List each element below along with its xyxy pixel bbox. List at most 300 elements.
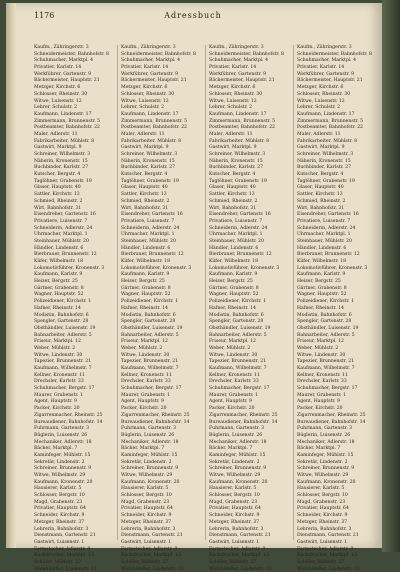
directory-entry: Fabrikarbeiter, Mühlstr. 8 bbox=[34, 138, 95, 144]
directory-entry: Kaufmann, Lindenstr. 17 bbox=[34, 111, 92, 117]
directory-entry: Küfer, Wilhelmstr. 18 bbox=[34, 259, 84, 264]
directory-entry: Bahnarbeiter, Adlerstr. 5 bbox=[209, 332, 267, 338]
directory-entry: Schmied, Rheinstr. 2 bbox=[34, 198, 83, 204]
directory-entry: Postbeamter, Bahnhofstr. 22 bbox=[297, 125, 363, 131]
directory-entry: Tapezier, Brunnenstr. 21 bbox=[121, 359, 179, 365]
directory-entry: Schlosser, Bergstr. 10 bbox=[121, 493, 172, 499]
directory-entry: Bäckermeister, Hauptstr. 21 bbox=[34, 78, 100, 84]
directory-page bbox=[6, 3, 382, 572]
directory-entry: Hafner, Rheinstr. 14 bbox=[297, 305, 344, 311]
directory-entry: Buchbinder, Karlstr. 27 bbox=[34, 165, 88, 171]
directory-entry: Näherin, Kronenstr. 15 bbox=[121, 158, 175, 164]
directory-entry: Kaminfeger, Mühlstr. 15 bbox=[209, 452, 266, 458]
directory-entry: Bäckermeister, Hauptstr. 21 bbox=[297, 78, 363, 84]
directory-entry: Schneiderin, Adlerstr. 24 bbox=[121, 225, 180, 231]
directory-entry: Buchbinder, Karlstr. 27 bbox=[209, 165, 263, 171]
directory-entry: Schreiner, Brunnenstr. 9 bbox=[297, 466, 355, 472]
directory-entry: Schneidermeister, Bahnhofstr. 8 bbox=[121, 51, 196, 57]
directory-entry: Drechsler, Karlstr. 33 bbox=[121, 379, 171, 385]
directory-entry: Schneider, Kirchstr. 9 bbox=[297, 513, 348, 519]
directory-entry: Witwe, Lindenstr. 30 bbox=[121, 352, 170, 358]
directory-entry: Uhrmacher, Marktpl. 1 bbox=[209, 232, 263, 238]
directory-entry: Schmied, Rheinstr. 2 bbox=[209, 198, 258, 204]
directory-entry: Steinhauer, Mühlstr. 20 bbox=[297, 238, 352, 244]
directory-entry: Büglerin, Luisenstr. 26 bbox=[209, 432, 263, 438]
directory-entry: Lehrerin, Bahnhofstr. 3 bbox=[209, 526, 264, 532]
directory-entry: Fuhrmann, Gartenstr. 3 bbox=[297, 426, 353, 432]
directory-entry: Buchdrucker, Marktpl. 15 bbox=[297, 553, 358, 559]
directory-entry: Uhrmacher, Marktpl. 1 bbox=[121, 232, 175, 238]
page-header bbox=[34, 11, 352, 25]
directory-entry: Schuhmacher, Marktpl. 4 bbox=[209, 58, 269, 64]
directory-entry: Kaufmann, Wilhelmstr. 7 bbox=[34, 366, 92, 371]
page-gutter-shadow bbox=[6, 3, 16, 548]
directory-entry: Gärtner, Grabenstr. 8 bbox=[297, 285, 347, 291]
directory-entry: Metzger, Rheinstr. 37 bbox=[121, 519, 172, 525]
directory-entry: Schneider, Kirchstr. 9 bbox=[121, 513, 172, 519]
directory-entry: Schuhmacher, Marktpl. 4 bbox=[121, 58, 181, 64]
column-rule bbox=[117, 45, 118, 540]
directory-entry: Bahnarbeiter, Adlerstr. 5 bbox=[34, 332, 92, 338]
directory-entry: Privatier, Karlstr. 14 bbox=[34, 65, 82, 71]
directory-entry: Lehrer, Schulstr. 2 bbox=[297, 105, 341, 111]
directory-entry: Bureaudiener, Bahnhofstr. 14 bbox=[209, 419, 278, 425]
directory-entry: Bierbrauer, Brunnenstr. 12 bbox=[297, 252, 360, 258]
directory-entry: Bureaudiener, Bahnhofstr. 14 bbox=[34, 419, 103, 425]
directory-entry: Händler, Lindenstr. 6 bbox=[297, 245, 347, 251]
directory-entry: Privatiere, Luisenstr. 7 bbox=[121, 218, 175, 224]
directory-entry: Taglöhner, Grabenstr. 19 bbox=[297, 178, 355, 184]
directory-entry: Wirt, Bahnhofstr. 31 bbox=[34, 205, 82, 211]
directory-entry: Witwe, Wilhelmstr. 29 bbox=[121, 473, 173, 478]
directory-entry: Witwe, Lindenstr. 30 bbox=[297, 352, 346, 358]
directory-entry: Werkführer, Gartenstr. 9 bbox=[34, 71, 92, 77]
directory-entry: Steinhauer, Mühlstr. 20 bbox=[121, 238, 176, 244]
directory-entry: Heizer, Bergstr. 25 bbox=[297, 279, 341, 285]
directory-entry: Weinhändler, Lindenstr. 13 bbox=[121, 566, 184, 572]
directory-entry: Steinhauer, Mühlstr. 20 bbox=[34, 238, 89, 244]
directory-entry: Gastwirt, Marktpl. 9 bbox=[121, 145, 169, 151]
directory-entry: Privatiere, Luisenstr. 7 bbox=[209, 218, 263, 224]
directory-entry: Schuhmacher, Bergstr. 17 bbox=[121, 386, 182, 392]
directory-entry: Händler, Lindenstr. 6 bbox=[121, 245, 171, 251]
directory-entry: Fuhrmann, Gartenstr. 3 bbox=[209, 426, 265, 432]
directory-entry: Schäfer, Mühlstr. 27 bbox=[121, 559, 169, 565]
directory-entry: Schneidermeister, Bahnhofstr. 8 bbox=[34, 51, 109, 57]
directory-entry: Polizeidiener, Kirchstr. 1 bbox=[209, 299, 266, 305]
directory-entry: Werkführer, Gartenstr. 9 bbox=[297, 71, 355, 77]
directory-entry: Schreiner, Brunnenstr. 9 bbox=[34, 466, 92, 472]
directory-entry: Magd, Grabenstr. 23 bbox=[121, 499, 170, 505]
directory-entry: Kellner, Kronenstr. 11 bbox=[209, 372, 260, 378]
directory-entry: Polizeidiener, Kirchstr. 1 bbox=[34, 299, 91, 305]
directory-entry: Gastwirt, Luisenstr. 1 bbox=[209, 539, 260, 545]
directory-entry: Friseur, Marktpl. 12 bbox=[34, 339, 81, 345]
directory-entry: Lehrerin, Bahnhofstr. 3 bbox=[121, 526, 176, 532]
directory-entry: Dienstmann, Gartenstr. 21 bbox=[34, 533, 96, 539]
directory-entry: Obsthändler, Luisenstr. 19 bbox=[297, 325, 359, 331]
directory-entry: Bäcker, Marktpl. 7 bbox=[34, 446, 78, 452]
directory-entry: Eisendreher, Gartenstr. 16 bbox=[209, 212, 271, 218]
directory-entry: Metzger, Rheinstr. 37 bbox=[209, 519, 260, 525]
directory-entry: Fabrikarbeiter, Mühlstr. 8 bbox=[297, 138, 358, 144]
directory-entry: Gastwirt, Marktpl. 9 bbox=[297, 145, 345, 151]
directory-entry: Postbeamter, Bahnhofstr. 22 bbox=[121, 125, 187, 131]
directory-entry: Witwe, Lindenstr. 30 bbox=[209, 352, 258, 358]
directory-entry: Kaufmann, Kronenstr. 20 bbox=[297, 479, 356, 485]
directory-entry: Agent, Hauptstr. 9 bbox=[34, 399, 77, 405]
directory-entry: Hausierer, Karlstr. 5 bbox=[34, 486, 82, 492]
directory-entry: Weinhändler, Lindenstr. 13 bbox=[209, 566, 272, 572]
directory-entry: Metzger, Kirchstr. 6 bbox=[34, 85, 81, 91]
directory-entry: Maler, Adlerstr. 11 bbox=[297, 131, 341, 137]
directory-entry: Witwe, Luisenstr. 12 bbox=[121, 98, 169, 104]
directory-entry: Lokomotivführer, Kronenstr. 3 bbox=[297, 265, 368, 271]
directory-entry: Küfer, Wilhelmstr. 18 bbox=[121, 259, 171, 264]
directory-entry: Schmied, Rheinstr. 2 bbox=[297, 198, 346, 204]
directory-entry: Mechaniker, Adlerstr. 18 bbox=[34, 439, 92, 445]
directory-entry: Bierbrauer, Brunnenstr. 12 bbox=[209, 252, 272, 258]
directory-entry: Wirt, Bahnhofstr. 31 bbox=[297, 205, 345, 211]
directory-entry: Formstecher, Adlerstr. 9 bbox=[34, 546, 91, 552]
directory-entry: Weber, Mühlstr. 2 bbox=[297, 345, 339, 351]
directory-entry: Lehrer, Schulstr. 2 bbox=[121, 105, 165, 111]
directory-entry: Schäfer, Mühlstr. 27 bbox=[209, 559, 257, 565]
directory-entry: Schäfer, Mühlstr. 27 bbox=[34, 559, 82, 565]
directory-entry: Kaufmann, Wilhelmstr. 7 bbox=[121, 366, 179, 371]
directory-entry: Hausierer, Karlstr. 5 bbox=[121, 486, 169, 492]
directory-entry: Mechaniker, Adlerstr. 18 bbox=[297, 439, 355, 445]
directory-entry: Kaufmann, Wilhelmstr. 7 bbox=[209, 366, 267, 371]
directory-entry: Schneidermeister, Bahnhofstr. 8 bbox=[209, 51, 284, 57]
directory-entry: Drechsler, Karlstr. 33 bbox=[209, 379, 259, 385]
directory-entry: Lehrer, Schulstr. 2 bbox=[209, 105, 253, 111]
directory-entry: Kaufmann, Karlstr. 9 bbox=[209, 272, 258, 278]
directory-entry: Metzger, Rheinstr. 37 bbox=[297, 519, 348, 525]
directory-entry: Bäcker, Marktpl. 7 bbox=[209, 446, 253, 452]
directory-entry: Kaufmann, Karlstr. 9 bbox=[121, 272, 170, 278]
directory-entry: Weber, Mühlstr. 2 bbox=[34, 345, 76, 351]
directory-entry: Sattler, Kirchstr. 13 bbox=[209, 192, 255, 198]
directory-entry: Maurer, Grabenstr. 1 bbox=[34, 392, 83, 398]
directory-entry: Kaminfeger, Mühlstr. 15 bbox=[34, 452, 91, 458]
directory-entry: Gastwirt, Luisenstr. 1 bbox=[121, 539, 172, 545]
directory-entry: Werkführer, Gartenstr. 9 bbox=[121, 71, 179, 77]
directory-entry: Maurer, Grabenstr. 1 bbox=[121, 392, 170, 398]
directory-entry: Schlosser, Rheinstr. 30 bbox=[297, 91, 351, 97]
directory-entry: Schneiderin, Adlerstr. 24 bbox=[297, 225, 356, 231]
directory-entry: Kutscher, Bergstr. 4 bbox=[209, 172, 256, 178]
directory-entry: Gastwirt, Luisenstr. 1 bbox=[34, 539, 85, 545]
directory-entry: Schreiner, Wilhelmstr. 3 bbox=[121, 152, 178, 157]
directory-entry: Weber, Mühlstr. 2 bbox=[121, 345, 163, 351]
directory-entry: Obsthändler, Luisenstr. 19 bbox=[121, 325, 183, 331]
directory-entry: Tapezier, Brunnenstr. 21 bbox=[209, 359, 267, 365]
directory-entry: Metzger, Rheinstr. 37 bbox=[34, 519, 85, 525]
running-head: Adressbuch bbox=[164, 11, 222, 20]
directory-entry: Buchdrucker, Marktpl. 15 bbox=[34, 553, 95, 559]
directory-entry: Kaufm., Zähringerstr. 3 bbox=[297, 45, 352, 50]
directory-entry: Spengler, Gartenstr. 28 bbox=[297, 319, 352, 325]
directory-column-2 bbox=[121, 45, 201, 572]
directory-entry: Eisendreher, Gartenstr. 16 bbox=[297, 212, 359, 218]
directory-entry: Büglerin, Luisenstr. 26 bbox=[121, 432, 175, 438]
directory-entry: Hausierer, Karlstr. 5 bbox=[297, 486, 345, 492]
directory-entry: Privatier, Hauptstr. 64 bbox=[34, 506, 86, 512]
directory-entry: Modistin, Bahnhofstr. 6 bbox=[209, 312, 264, 318]
directory-entry: Taglöhner, Grabenstr. 19 bbox=[209, 178, 267, 184]
directory-entry: Fabrikarbeiter, Mühlstr. 8 bbox=[121, 138, 182, 144]
directory-entry: Wagner, Hauptstr. 52 bbox=[121, 292, 171, 298]
directory-entry: Schreiner, Brunnenstr. 9 bbox=[209, 466, 267, 472]
directory-entry: Zimmermann, Brunnenstr. 5 bbox=[121, 118, 188, 124]
directory-entry: Sattler, Kirchstr. 13 bbox=[121, 192, 167, 198]
directory-entry: Privatiere, Luisenstr. 7 bbox=[34, 218, 88, 224]
directory-entry: Kaufmann, Lindenstr. 17 bbox=[121, 111, 179, 117]
column-rule bbox=[205, 45, 206, 540]
directory-entry: Sekretär, Lindenstr. 2 bbox=[209, 459, 260, 465]
directory-entry: Packer, Kirchstr. 20 bbox=[34, 406, 80, 412]
directory-entry: Dienstmann, Gartenstr. 21 bbox=[209, 533, 271, 539]
directory-entry: Polizeidiener, Kirchstr. 1 bbox=[121, 299, 178, 305]
directory-entry: Taglöhner, Grabenstr. 19 bbox=[121, 178, 179, 184]
directory-entry: Spengler, Gartenstr. 28 bbox=[209, 319, 264, 325]
directory-entry: Bahnarbeiter, Adlerstr. 5 bbox=[297, 332, 355, 338]
directory-entry: Friseur, Marktpl. 12 bbox=[297, 339, 344, 345]
directory-entry: Kaminfeger, Mühlstr. 15 bbox=[297, 452, 354, 458]
directory-entry: Metzger, Kirchstr. 6 bbox=[121, 85, 168, 91]
directory-entry: Packer, Kirchstr. 20 bbox=[209, 406, 255, 412]
directory-entry: Zigarrenmacher, Rheinstr. 25 bbox=[297, 412, 366, 418]
directory-entry: Gastwirt, Luisenstr. 1 bbox=[297, 539, 348, 545]
directory-entry: Steinhauer, Mühlstr. 20 bbox=[209, 238, 264, 244]
directory-entry: Maler, Adlerstr. 11 bbox=[34, 131, 78, 137]
directory-entry: Schuhmacher, Bergstr. 17 bbox=[209, 386, 270, 392]
directory-entry: Schreiner, Wilhelmstr. 3 bbox=[297, 152, 354, 157]
directory-entry: Eisendreher, Gartenstr. 16 bbox=[121, 212, 183, 218]
directory-entry: Buchdrucker, Marktpl. 15 bbox=[121, 553, 182, 559]
directory-entry: Zimmermann, Brunnenstr. 5 bbox=[209, 118, 276, 124]
directory-entry: Formstecher, Adlerstr. 9 bbox=[209, 546, 266, 552]
directory-entry: Kaufmann, Kronenstr. 20 bbox=[209, 479, 268, 485]
directory-entry: Buchbinder, Karlstr. 27 bbox=[297, 165, 351, 171]
directory-entry: Taglöhner, Grabenstr. 19 bbox=[34, 178, 92, 184]
directory-entry: Kaufmann, Kronenstr. 20 bbox=[121, 479, 180, 485]
directory-entry: Kaufmann, Kronenstr. 20 bbox=[34, 479, 93, 485]
directory-entry: Küfer, Wilhelmstr. 18 bbox=[297, 259, 347, 264]
directory-entry: Weber, Mühlstr. 2 bbox=[209, 345, 251, 351]
directory-entry: Buchdrucker, Marktpl. 15 bbox=[209, 553, 270, 559]
directory-entry: Kaufmann, Wilhelmstr. 7 bbox=[297, 366, 355, 371]
directory-entry: Heizer, Bergstr. 25 bbox=[209, 279, 253, 285]
directory-entry: Zigarrenmacher, Rheinstr. 25 bbox=[34, 412, 103, 418]
directory-entry: Wirt, Bahnhofstr. 31 bbox=[209, 205, 257, 211]
directory-entry: Uhrmacher, Marktpl. 1 bbox=[34, 232, 88, 238]
directory-entry: Werkführer, Gartenstr. 9 bbox=[209, 71, 267, 77]
directory-entry: Magd, Grabenstr. 23 bbox=[209, 499, 258, 505]
directory-entry: Lokomotivführer, Kronenstr. 3 bbox=[121, 265, 192, 271]
directory-entry: Drechsler, Karlstr. 33 bbox=[297, 379, 347, 385]
directory-entry: Kutscher, Bergstr. 4 bbox=[34, 172, 81, 178]
directory-entry: Bäckermeister, Hauptstr. 21 bbox=[121, 78, 187, 84]
directory-entry: Lehrerin, Bahnhofstr. 3 bbox=[34, 526, 89, 532]
directory-entry: Küfer, Wilhelmstr. 18 bbox=[209, 259, 259, 264]
directory-entry: Mechaniker, Adlerstr. 18 bbox=[209, 439, 267, 445]
directory-entry: Glaser, Hauptstr. 40 bbox=[209, 185, 256, 191]
directory-entry: Obsthändler, Luisenstr. 19 bbox=[209, 325, 271, 331]
directory-entry: Modistin, Bahnhofstr. 6 bbox=[121, 312, 176, 318]
directory-entry: Tapezier, Brunnenstr. 21 bbox=[34, 359, 92, 365]
directory-entry: Bierbrauer, Brunnenstr. 12 bbox=[34, 252, 97, 258]
directory-entry: Friseur, Marktpl. 12 bbox=[121, 339, 168, 345]
directory-entry: Agent, Hauptstr. 9 bbox=[121, 399, 164, 405]
directory-entry: Zimmermann, Brunnenstr. 5 bbox=[34, 118, 101, 124]
directory-entry: Näherin, Kronenstr. 15 bbox=[34, 158, 88, 164]
directory-entry: Lehrer, Schulstr. 2 bbox=[34, 105, 78, 111]
directory-entry: Bureaudiener, Bahnhofstr. 14 bbox=[297, 419, 366, 425]
directory-entry: Kutscher, Bergstr. 4 bbox=[121, 172, 168, 178]
directory-entry: Fabrikarbeiter, Mühlstr. 8 bbox=[209, 138, 270, 144]
directory-entry: Kaufmann, Karlstr. 9 bbox=[297, 272, 346, 278]
directory-entry: Schlosser, Bergstr. 10 bbox=[209, 493, 260, 499]
directory-entry: Schneider, Kirchstr. 9 bbox=[209, 513, 260, 519]
directory-entry: Witwe, Wilhelmstr. 29 bbox=[209, 473, 261, 478]
directory-entry: Kaufmann, Lindenstr. 17 bbox=[209, 111, 267, 117]
directory-entry: Sekretär, Lindenstr. 2 bbox=[34, 459, 85, 465]
directory-entry: Schuhmacher, Marktpl. 4 bbox=[297, 58, 357, 64]
directory-entry: Metzger, Kirchstr. 6 bbox=[209, 85, 256, 91]
directory-entry: Schneider, Kirchstr. 9 bbox=[34, 513, 85, 519]
directory-entry: Tapezier, Brunnenstr. 21 bbox=[297, 359, 355, 365]
directory-entry: Schlosser, Rheinstr. 30 bbox=[121, 91, 175, 97]
directory-entry: Bierbrauer, Brunnenstr. 12 bbox=[121, 252, 184, 258]
directory-entry: Wagner, Hauptstr. 52 bbox=[34, 292, 84, 298]
directory-entry: Bureaudiener, Bahnhofstr. 14 bbox=[121, 419, 190, 425]
directory-entry: Kellner, Kronenstr. 11 bbox=[34, 372, 85, 378]
page-number: 1176 bbox=[34, 11, 55, 20]
directory-entry: Schneiderin, Adlerstr. 24 bbox=[209, 225, 268, 231]
directory-column-3 bbox=[209, 45, 289, 572]
directory-entry: Privatier, Karlstr. 14 bbox=[121, 65, 169, 71]
directory-entry: Postbeamter, Bahnhofstr. 22 bbox=[209, 125, 275, 131]
directory-entry: Fuhrmann, Gartenstr. 3 bbox=[121, 426, 177, 432]
directory-entry: Schäfer, Mühlstr. 27 bbox=[297, 559, 345, 565]
directory-entry: Näherin, Kronenstr. 15 bbox=[297, 158, 351, 164]
directory-entry: Eisendreher, Gartenstr. 16 bbox=[34, 212, 96, 218]
directory-entry: Heizer, Bergstr. 25 bbox=[121, 279, 165, 285]
directory-entry: Magd, Grabenstr. 23 bbox=[34, 499, 83, 505]
directory-entry: Dienstmann, Gartenstr. 21 bbox=[297, 533, 359, 539]
directory-entry: Kaufm., Zähringerstr. 3 bbox=[34, 45, 89, 50]
directory-entry: Spengler, Gartenstr. 28 bbox=[34, 319, 89, 325]
directory-entry: Magd, Grabenstr. 23 bbox=[297, 499, 346, 505]
directory-entry: Privatier, Karlstr. 14 bbox=[209, 65, 257, 71]
directory-entry: Spengler, Gartenstr. 28 bbox=[121, 319, 176, 325]
book-spine bbox=[382, 0, 400, 552]
directory-entry: Lokomotivführer, Kronenstr. 3 bbox=[34, 265, 105, 271]
directory-entry: Gärtner, Grabenstr. 8 bbox=[121, 285, 171, 291]
directory-entry: Privatier, Hauptstr. 64 bbox=[297, 506, 349, 512]
directory-entry: Kaufmann, Lindenstr. 17 bbox=[297, 111, 355, 117]
directory-entry: Kaufmann, Karlstr. 9 bbox=[34, 272, 83, 278]
directory-entry: Agent, Hauptstr. 9 bbox=[209, 399, 252, 405]
directory-entry: Gärtner, Grabenstr. 8 bbox=[209, 285, 259, 291]
directory-entry: Glaser, Hauptstr. 40 bbox=[34, 185, 81, 191]
directory-entry: Privatier, Hauptstr. 64 bbox=[209, 506, 261, 512]
directory-entry: Bahnarbeiter, Adlerstr. 5 bbox=[121, 332, 179, 338]
directory-entry: Hafner, Rheinstr. 14 bbox=[34, 305, 81, 311]
directory-entry: Buchbinder, Karlstr. 27 bbox=[121, 165, 175, 171]
directory-entry: Schlosser, Bergstr. 10 bbox=[297, 493, 348, 499]
directory-entry: Hausierer, Karlstr. 5 bbox=[209, 486, 257, 492]
directory-entry: Witwe, Lindenstr. 30 bbox=[34, 352, 83, 358]
directory-entry: Privatier, Karlstr. 14 bbox=[297, 65, 345, 71]
directory-entry: Schneidermeister, Bahnhofstr. 8 bbox=[297, 51, 372, 57]
directory-entry: Lehrerin, Bahnhofstr. 3 bbox=[297, 526, 352, 532]
directory-entry: Büglerin, Luisenstr. 26 bbox=[34, 432, 88, 438]
directory-entry: Hafner, Rheinstr. 14 bbox=[209, 305, 256, 311]
directory-entry: Weinhändler, Lindenstr. 13 bbox=[34, 566, 97, 572]
directory-entry: Sekretär, Lindenstr. 2 bbox=[297, 459, 348, 465]
directory-entry: Mechaniker, Adlerstr. 18 bbox=[121, 439, 179, 445]
directory-entry: Packer, Kirchstr. 20 bbox=[121, 406, 167, 412]
directory-entry: Schlosser, Bergstr. 10 bbox=[34, 493, 85, 499]
directory-entry: Modistin, Bahnhofstr. 6 bbox=[297, 312, 352, 318]
directory-entry: Formstecher, Adlerstr. 9 bbox=[297, 546, 354, 552]
directory-entry: Witwe, Luisenstr. 12 bbox=[297, 98, 345, 104]
directory-entry: Witwe, Luisenstr. 12 bbox=[34, 98, 82, 104]
directory-entry: Friseur, Marktpl. 12 bbox=[209, 339, 256, 345]
directory-entry: Maler, Adlerstr. 11 bbox=[121, 131, 165, 137]
directory-entry: Agent, Hauptstr. 9 bbox=[297, 399, 340, 405]
directory-entry: Zimmermann, Brunnenstr. 5 bbox=[297, 118, 364, 124]
directory-entry: Drechsler, Karlstr. 33 bbox=[34, 379, 84, 385]
directory-entry: Wirt, Bahnhofstr. 31 bbox=[121, 205, 169, 211]
directory-column-4 bbox=[297, 45, 375, 572]
directory-entry: Sekretär, Lindenstr. 2 bbox=[121, 459, 172, 465]
directory-entry: Fuhrmann, Gartenstr. 3 bbox=[34, 426, 90, 432]
directory-entry: Privatiere, Luisenstr. 7 bbox=[297, 218, 351, 224]
directory-entry: Sattler, Kirchstr. 13 bbox=[34, 192, 80, 198]
directory-entry: Schlosser, Rheinstr. 30 bbox=[34, 91, 88, 97]
directory-entry: Büglerin, Luisenstr. 26 bbox=[297, 432, 351, 438]
directory-entry: Wagner, Hauptstr. 52 bbox=[297, 292, 347, 298]
directory-entry: Glaser, Hauptstr. 40 bbox=[297, 185, 344, 191]
directory-entry: Hafner, Rheinstr. 14 bbox=[121, 305, 168, 311]
directory-entry: Kaminfeger, Mühlstr. 15 bbox=[121, 452, 178, 458]
directory-entry: Zigarrenmacher, Rheinstr. 25 bbox=[209, 412, 278, 418]
directory-entry: Uhrmacher, Marktpl. 1 bbox=[297, 232, 351, 238]
directory-entry: Schneiderin, Adlerstr. 24 bbox=[34, 225, 93, 231]
directory-entry: Lokomotivführer, Kronenstr. 3 bbox=[209, 265, 280, 271]
directory-entry: Glaser, Hauptstr. 40 bbox=[121, 185, 168, 191]
directory-entry: Händler, Lindenstr. 6 bbox=[34, 245, 84, 251]
directory-entry: Bäckermeister, Hauptstr. 21 bbox=[209, 78, 275, 84]
directory-entry: Schreiner, Brunnenstr. 9 bbox=[121, 466, 179, 472]
directory-entry: Polizeidiener, Kirchstr. 1 bbox=[297, 299, 354, 305]
directory-entry: Privatier, Hauptstr. 64 bbox=[121, 506, 173, 512]
directory-entry: Schuhmacher, Bergstr. 17 bbox=[34, 386, 95, 392]
directory-entry: Bäcker, Marktpl. 7 bbox=[121, 446, 165, 452]
directory-entry: Formstecher, Adlerstr. 9 bbox=[121, 546, 178, 552]
directory-entry: Obsthändler, Luisenstr. 19 bbox=[34, 325, 96, 331]
directory-entry: Witwe, Wilhelmstr. 29 bbox=[297, 473, 349, 478]
directory-entry: Schreiner, Wilhelmstr. 3 bbox=[209, 152, 266, 157]
directory-entry: Näherin, Kronenstr. 15 bbox=[209, 158, 263, 164]
directory-entry: Kaufm., Zähringerstr. 3 bbox=[209, 45, 264, 50]
directory-entry: Dienstmann, Gartenstr. 21 bbox=[121, 533, 183, 539]
directory-entry: Maurer, Grabenstr. 1 bbox=[297, 392, 346, 398]
